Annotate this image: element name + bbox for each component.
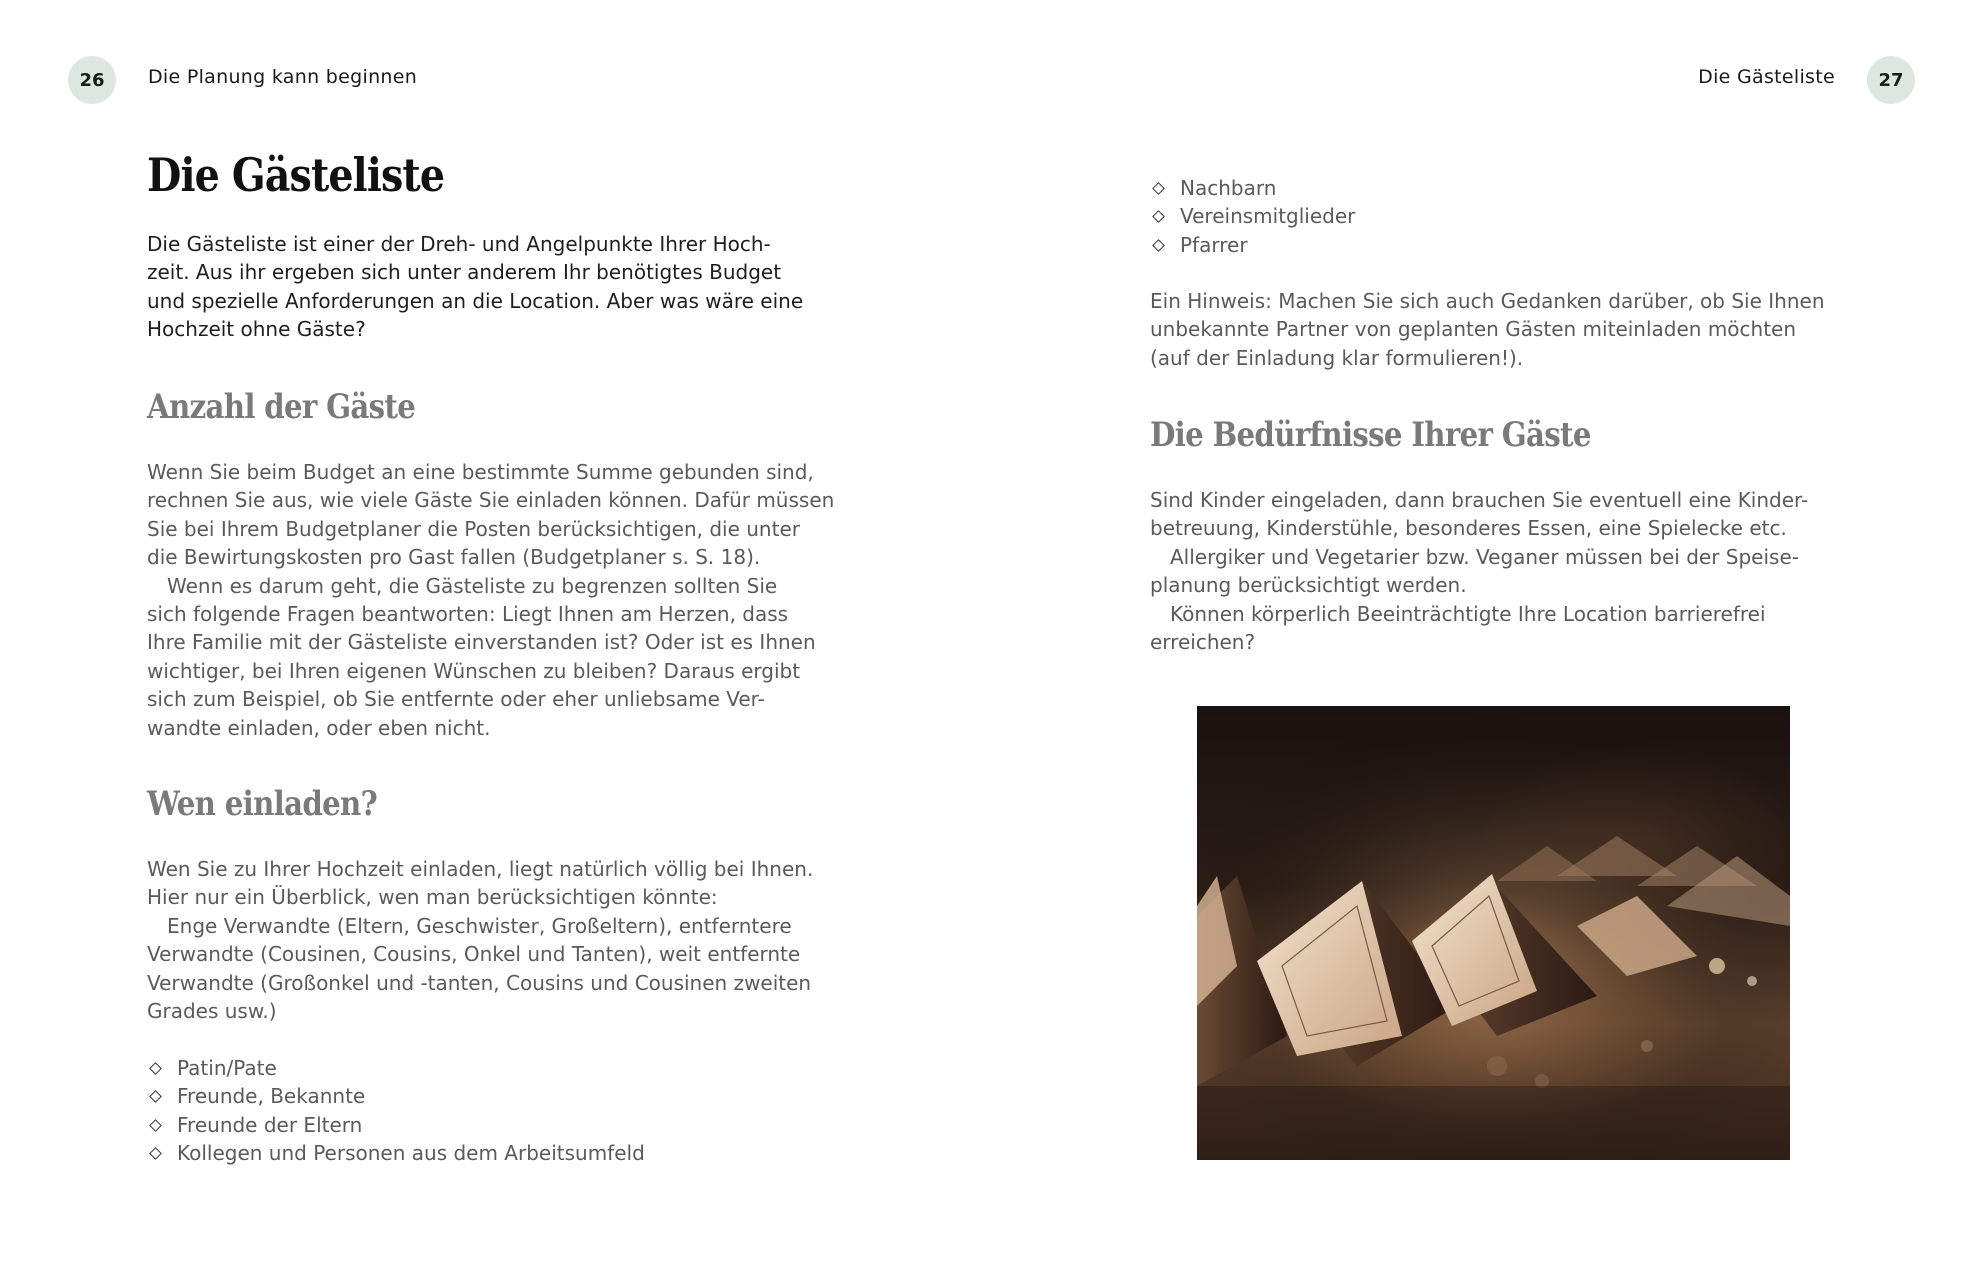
list-item: Freunde der Eltern bbox=[147, 1111, 645, 1139]
list-item: Patin/Pate bbox=[147, 1054, 645, 1082]
list-item: Nachbarn bbox=[1150, 174, 1355, 202]
page-title: Die Gästeliste bbox=[147, 148, 445, 202]
list-item: Kollegen und Personen aus dem Arbeitsumfeld bbox=[147, 1139, 645, 1167]
section-wen-einladen-text: Wen Sie zu Ihrer Hochzeit einladen, liegt natürlich völlig bei Ihnen. Hier nur ein Überblick, wen man berücksichtigen könnte: Enge Verwandte (Eltern, Geschwister, Großeltern), entferntere Verwandte (Cousinen, Cousins, Onkel und Tanten), weit entfernte Verwandte (Großonkel und -tanten, Cousins und Cousinen zweiten Grades usw.) bbox=[147, 857, 814, 1024]
place-cards-illustration bbox=[1197, 706, 1790, 1160]
hint-paragraph: Ein Hinweis: Machen Sie sich auch Gedanken darüber, ob Sie Ihnen unbekannte Partner von geplanten Gästen miteinladen möchten (auf der Einladung klar formulieren!). bbox=[1150, 289, 1825, 370]
section-anzahl-text: Wenn Sie beim Budget an eine bestimmte Summe gebunden sind, rechnen Sie aus, wie viele Gäste Sie einladen können. Dafür müssen Sie bei Ihrem Budgetplaner die Posten berücksichtigen, die unter die Bewirtungskosten pro Gast fallen (Budgetplaner s. S. 18). Wenn es darum geht, die Gästeliste zu begrenzen sollten Sie sich folgende Fragen beantworten: Liegt Ihnen am Herzen, dass Ihre Familie mit der Gästeliste einverstanden ist? Oder ist es Ihnen wichtiger, bei Ihren eigenen Wünschen zu bleiben? Daraus ergibt sich zum Beispiel, ob Sie entfernte oder eher unliebsame Ver- wandte einladen, oder eben nicht. bbox=[147, 460, 835, 740]
right-page-number: 27 bbox=[1867, 56, 1915, 104]
diamond-bullet-icon bbox=[149, 1062, 162, 1075]
diamond-bullet-icon bbox=[149, 1119, 162, 1132]
diamond-bullet-icon bbox=[149, 1090, 162, 1103]
intro-paragraph: Die Gästeliste ist einer der Dreh- und Angelpunkte Ihrer Hoch- zeit. Aus ihr ergeben sich unter anderem Ihr benötigtes Budget und spezielle Anforderungen an die Location. Aber was wäre eine Hochzeit ohne Gäste? bbox=[147, 232, 804, 342]
section-heading-anzahl: Anzahl der Gäste bbox=[147, 387, 416, 427]
diamond-bullet-icon bbox=[1152, 210, 1165, 223]
diamond-bullet-icon bbox=[1152, 239, 1165, 252]
section-beduerfnisse-text: Sind Kinder eingeladen, dann brauchen Sie eventuell eine Kinder- betreuung, Kinderstühle, besonderes Essen, eine Spielecke etc. Allergiker und Vegetarier bzw. Veganer müssen bei der Speise- planung berücksichtigt werden. Können körperlich Beeinträchtigte Ihre Location barrierefrei erreichen? bbox=[1150, 488, 1809, 655]
left-page-number: 26 bbox=[68, 56, 116, 104]
place-cards-photo bbox=[1197, 706, 1790, 1160]
diamond-bullet-icon bbox=[1152, 182, 1165, 195]
list-item: Vereinsmitglieder bbox=[1150, 202, 1355, 230]
section-heading-wen-einladen: Wen einladen? bbox=[147, 784, 378, 824]
left-running-head: Die Planung kann beginnen bbox=[148, 66, 418, 88]
section-heading-beduerfnisse: Die Bedürfnisse Ihrer Gäste bbox=[1150, 415, 1591, 455]
guest-list-bullets-right bbox=[1150, 174, 1355, 259]
diamond-bullet-icon bbox=[149, 1147, 162, 1160]
list-item: Freunde, Bekannte bbox=[147, 1082, 645, 1110]
right-running-head: Die Gästeliste bbox=[1698, 66, 1835, 88]
list-item: Pfarrer bbox=[1150, 231, 1355, 259]
guest-list-bullets-left bbox=[147, 1054, 645, 1168]
